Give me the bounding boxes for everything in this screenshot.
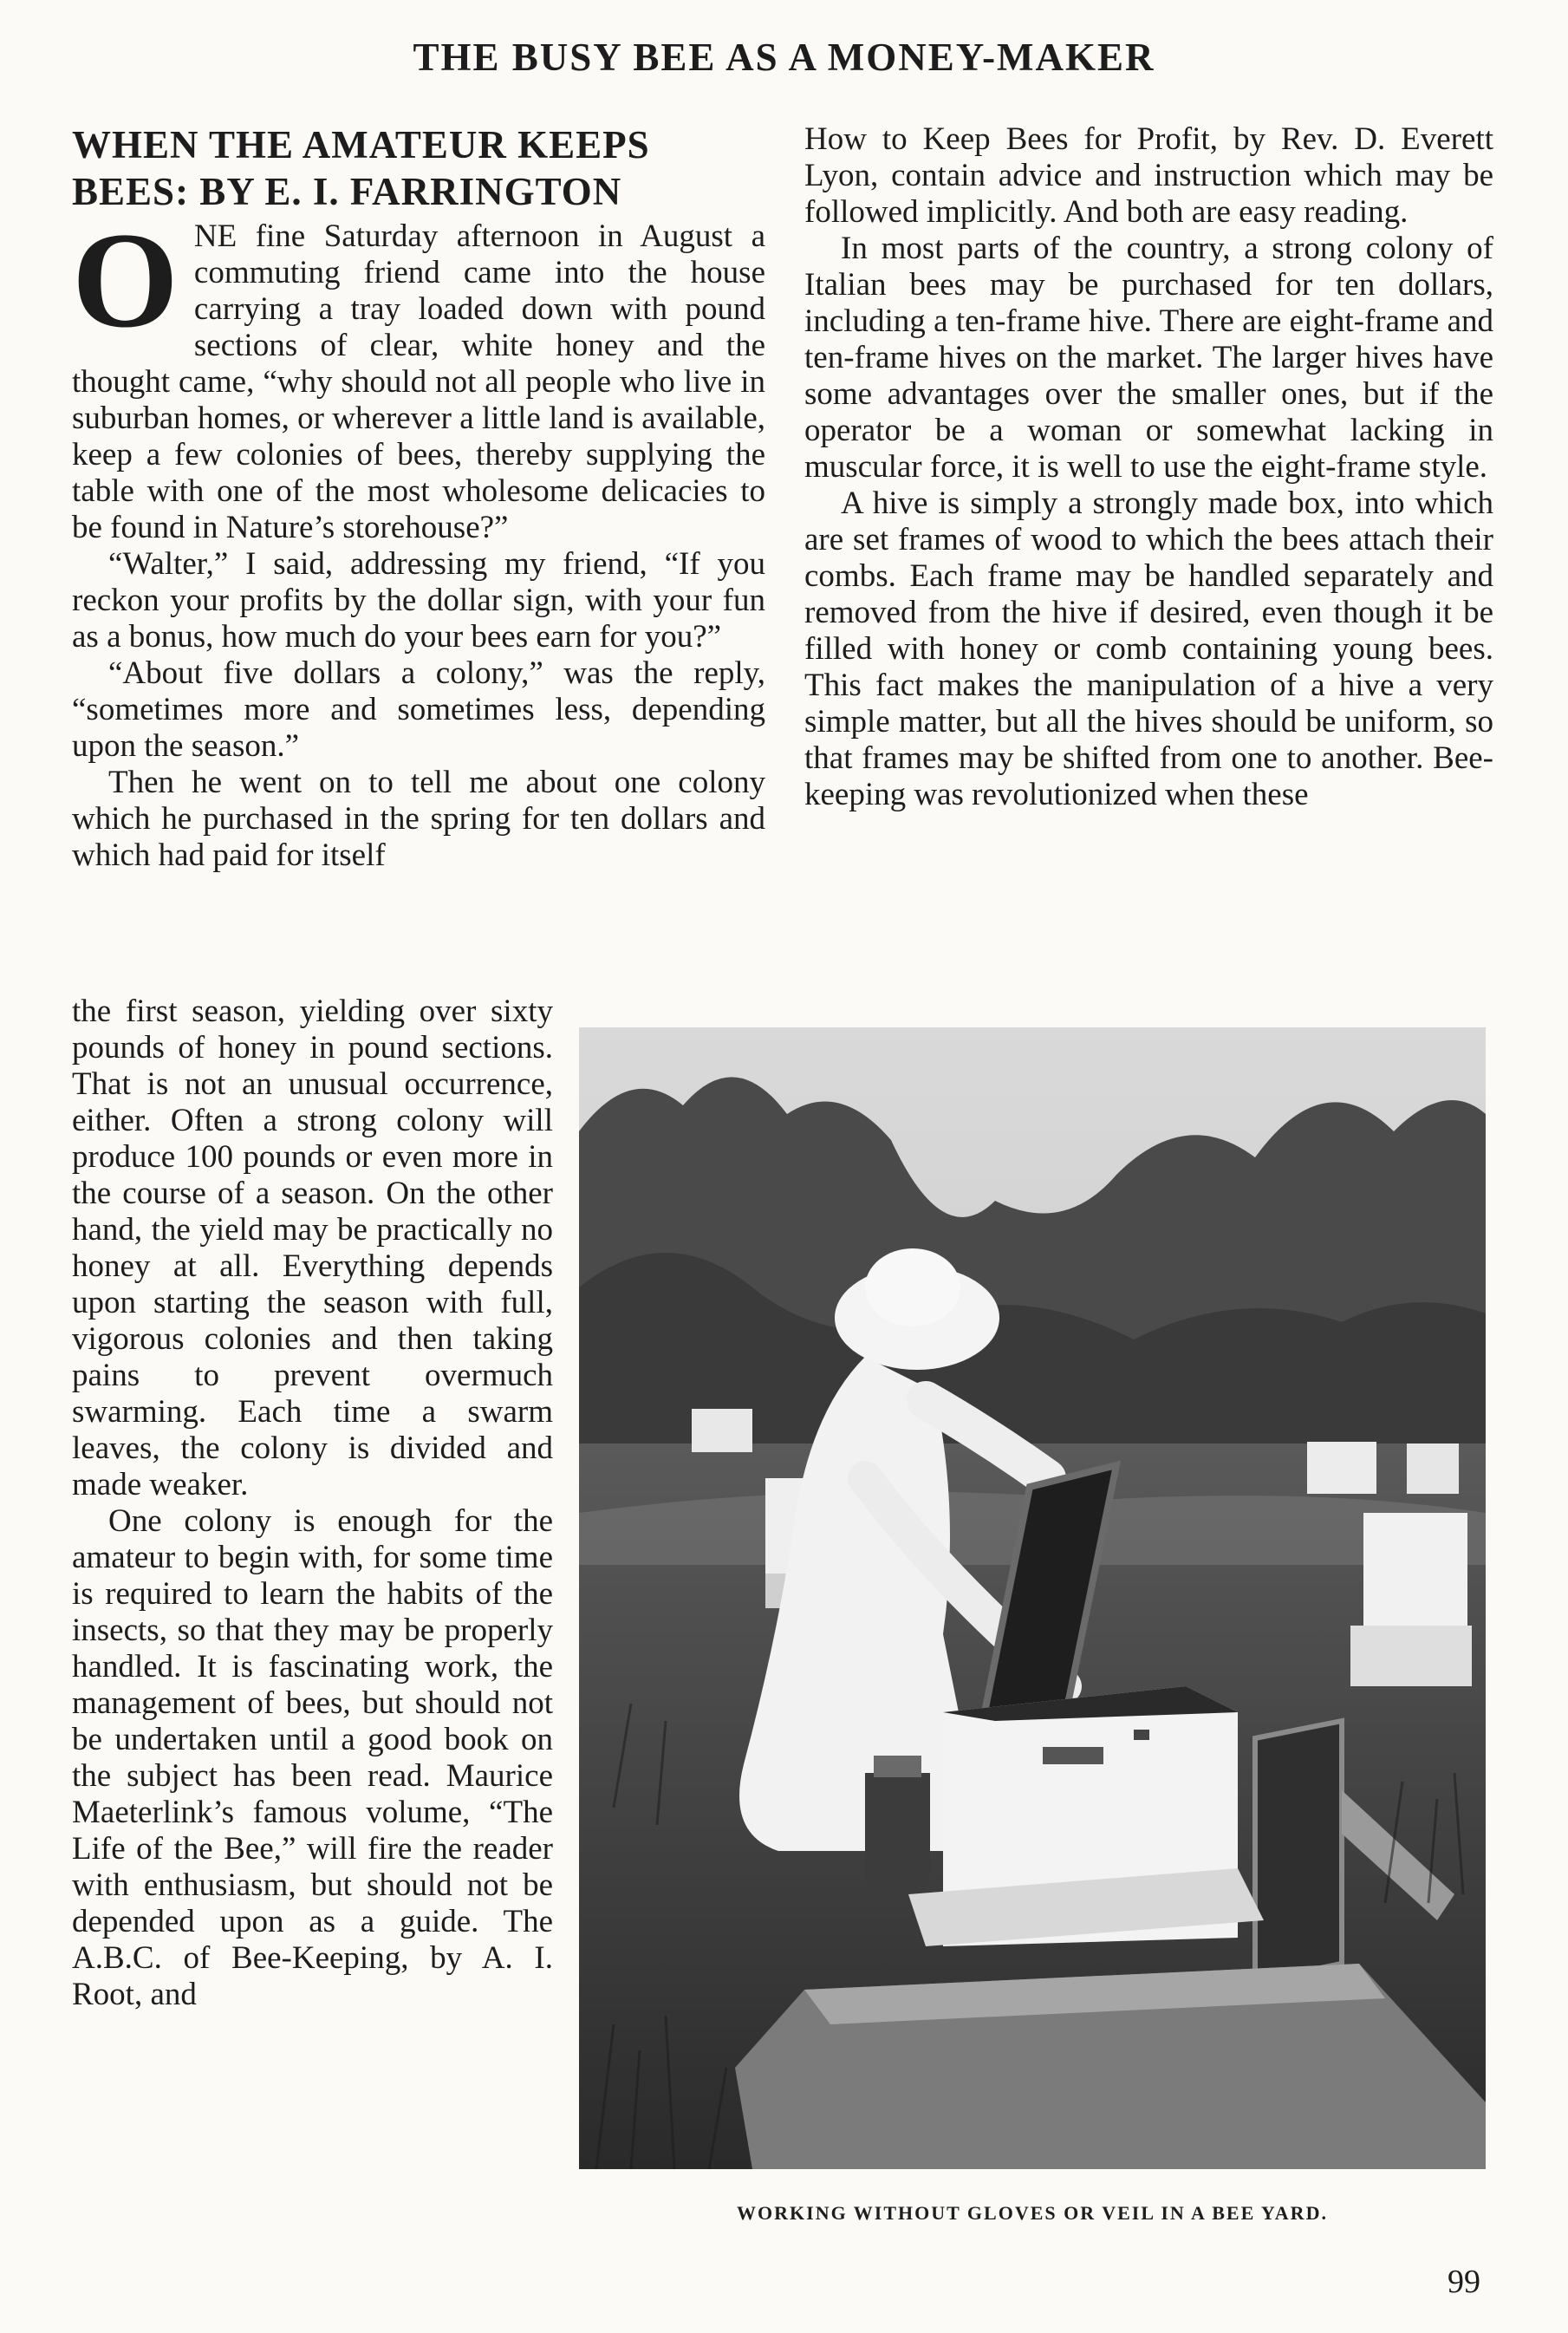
left-narrow-column — [72, 994, 553, 2013]
running-head: THE BUSY BEE AS A MONEY-MAKER — [413, 36, 1155, 79]
article-title-line1: WHEN THE AMATEUR KEEPS — [72, 123, 650, 166]
paragraph-amateur: One colony is enough for the amateur to begin with, for some time is required to learn the habits of the insects, so that they may be properly handled. It is fascinating work, the management of bees, but should not be undertaken until a good book on the subject has been read. Maurice Maeterlink’s famous volume, “The Life of the Bee,” will fire the reader with enthusiasm, but should not be depended upon as a guide. The A.B.C. of Bee-Keeping, by A. I. Root, and — [72, 1503, 553, 2012]
paragraph-hive-box: A hive is simply a strongly made box, into which are set frames of wood to which the bees attach their combs. Each frame may be handled separately and removed from the hive if desired, even though it be filled with honey or comb containing young bees. This fact makes the manipulation of a hive a very simple matter, but all the hives should be uniform, so that frames may be shifted from one to another. Bee-keeping was revolutionized when these — [804, 485, 1493, 812]
paragraph-five-dollars: “About five dollars a colony,” was the reply, “sometimes more and sometimes less, depending upon the season.” — [72, 655, 765, 764]
paragraph-first-season: the first season, yielding over sixty pounds of honey in pound sections. That is not an unusual occurrence, either. Often a strong colony will produce 100 pounds or even more in the course of a season. On the other hand, the yield may be practically no honey at all. Everything depends upon starting the season with full, vigorous colonies and then taking pains to prevent overmuch swarming. Each time a swarm leaves, the colony is divided and made weaker. — [72, 994, 553, 1502]
article-title — [72, 121, 765, 215]
left-column — [72, 121, 765, 874]
paragraph-intro — [72, 205, 765, 546]
beekeeper-photo — [579, 1027, 1486, 2169]
right-column — [804, 121, 1493, 813]
page-number: 99 — [1448, 2264, 1480, 2300]
article-title-line2: BEES: BY E. I. FARRINGTON — [72, 170, 622, 213]
paragraph-how-to-keep: How to Keep Bees for Profit, by Rev. D. Everett Lyon, contain advice and instruction which may be followed implicitly. And both are easy reading. — [804, 121, 1493, 230]
drop-cap: O — [72, 205, 179, 356]
paragraph-one-colony: Then he went on to tell me about one colony which he purchased in the spring for ten dollars and which had paid for itself — [72, 765, 765, 873]
paragraph-italian-bees: In most parts of the country, a strong colony of Italian bees may be purchased for ten dollars, including a ten-frame hive. There are eight-frame and ten-frame hives on the market. The larger hives have some advantages over the smaller ones, but if the operator be a woman or somewhat lacking in muscular force, it is well to use the eight-frame style. — [804, 231, 1493, 485]
paragraph-walter: “Walter,” I said, addressing my friend, “If you reckon your profits by the dollar sign, with your fun as a bonus, how much do your bees earn for you?” — [72, 546, 765, 655]
photo-caption: WORKING WITHOUT GLOVES OR VEIL IN A BEE YARD. — [737, 2202, 1328, 2224]
paragraph-intro-text: NE fine Saturday afternoon in August a commuting friend came into the house carrying a tray loaded down with pound sections of clear, white honey and the thought came, “why should not all people who live in suburban homes, or wherever a little land is available, keep a few colonies of bees, thereby supplying the table with one of the most wholesome delicacies to be found in Nature’s storehouse?” — [72, 218, 765, 545]
